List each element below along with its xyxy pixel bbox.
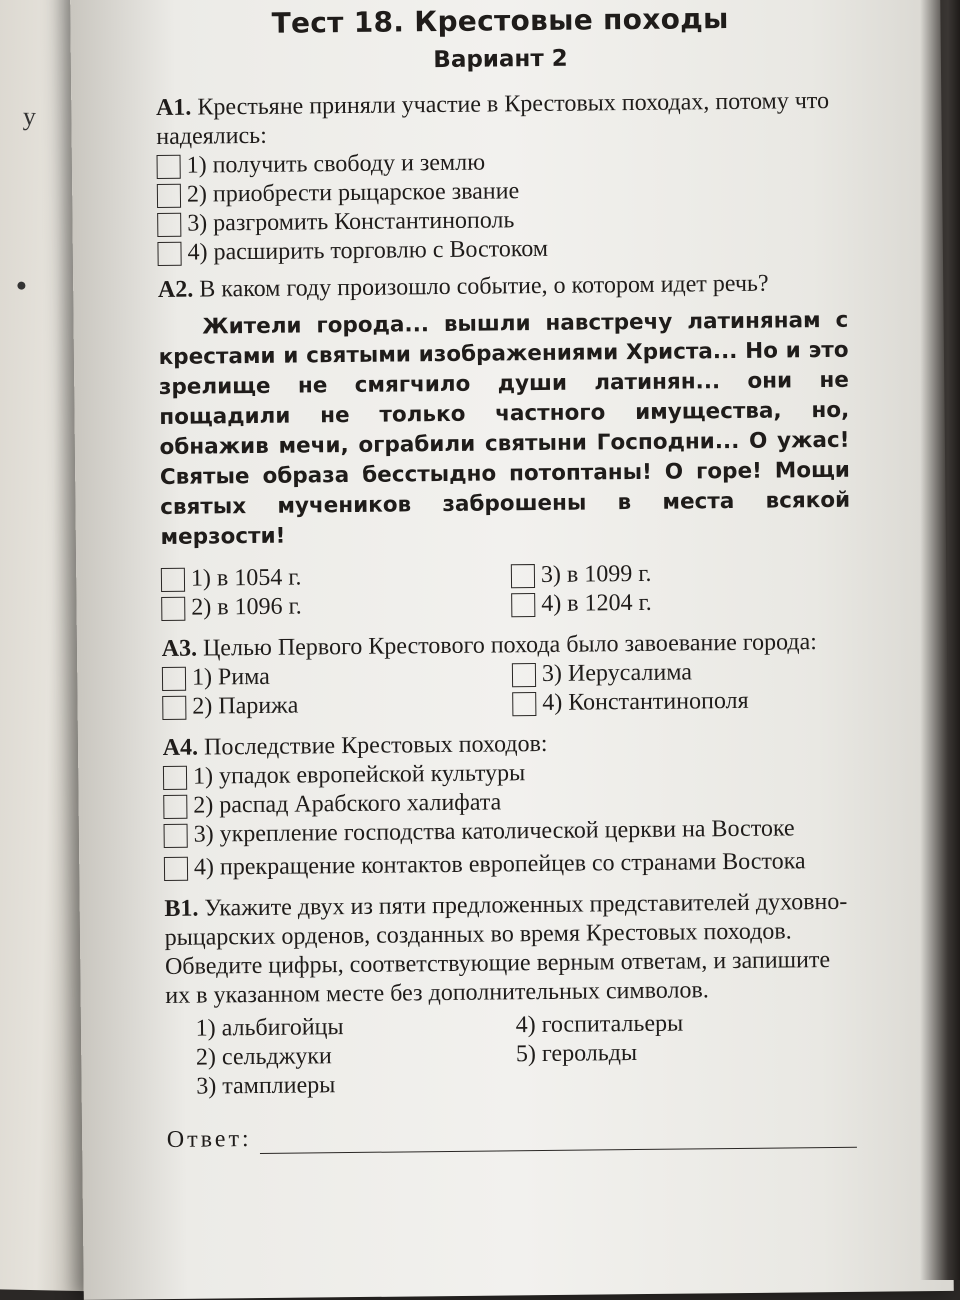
a3-option-2[interactable] xyxy=(162,689,512,722)
b1-option-1[interactable]: 1) альбигойцы xyxy=(195,1014,344,1042)
question-b1-text: Укажите двух из пяти предложенных представителей духовно-рыцарских орденов, созданных во время Крестовых походов. Обведите цифры, соответствующие верным ответам, и запишите их в указанном месте без дополнительных символов. xyxy=(164,888,848,1009)
checkbox[interactable] xyxy=(163,795,187,819)
option-label: 3) в 1099 г. xyxy=(540,560,652,588)
right-shadow xyxy=(920,0,960,1280)
question-a3-label: А3. xyxy=(161,635,198,662)
option-label: 3) укрепление господства католической церкви на Востоке xyxy=(193,815,795,848)
b1-option-5[interactable]: 5) герольды xyxy=(515,1040,638,1068)
left-page-dot xyxy=(17,282,25,290)
left-page-letter: у xyxy=(22,101,37,131)
test-title: Тест 18. Крестовые походы xyxy=(271,1,729,40)
answer-label: Ответ: xyxy=(166,1126,252,1153)
checkbox[interactable] xyxy=(511,564,535,588)
option-label: 2) распад Арабского халифата xyxy=(193,789,502,819)
option-label: 4) Константинополя xyxy=(542,687,749,716)
option-label: 3) Иерусалима xyxy=(541,659,693,687)
question-a3-text: Целью Первого Крестового похода было завоевание города: xyxy=(202,629,818,662)
option-label: 3) разгромить Константинополь xyxy=(187,207,515,237)
variant-title: Вариант 2 xyxy=(433,45,568,74)
question-b1 xyxy=(164,888,855,1011)
question-a4-text: Последствие Крестовых походов: xyxy=(203,730,548,761)
a2-excerpt xyxy=(158,306,850,553)
option-label: 2) приобрести рыцарское звание xyxy=(186,178,520,208)
a2-options xyxy=(161,558,852,623)
a4-option-3[interactable] xyxy=(163,814,853,850)
checkbox[interactable] xyxy=(164,857,188,881)
checkbox[interactable] xyxy=(511,593,535,617)
checkbox[interactable] xyxy=(157,242,181,266)
question-a1-text: Крестьяне приняли участие в Крестовых походах, потому что надеялись: xyxy=(156,87,830,150)
question-a2 xyxy=(158,269,848,305)
question-a2-text: В каком году произошло событие, о котором идет речь? xyxy=(199,270,769,303)
checkbox[interactable] xyxy=(162,667,186,691)
option-label: 1) в 1054 г. xyxy=(190,564,302,592)
a2-option-4[interactable] xyxy=(511,587,841,619)
a2-option-3[interactable] xyxy=(511,558,841,590)
b1-option-2[interactable]: 2) сельджуки xyxy=(195,1043,332,1071)
question-a1 xyxy=(156,87,847,152)
option-label: 2) в 1096 г. xyxy=(191,593,302,621)
checkbox[interactable] xyxy=(161,568,185,592)
question-a4-label: А4. xyxy=(162,734,199,761)
b1-options xyxy=(196,1008,857,1102)
a3-option-3[interactable] xyxy=(512,657,842,689)
checkbox[interactable] xyxy=(157,155,181,179)
checkbox[interactable] xyxy=(512,663,536,687)
a3-options xyxy=(162,657,853,722)
option-label: 2) Парижа xyxy=(192,692,299,720)
option-label: 4) расширить торговлю с Востоком xyxy=(187,235,549,266)
option-label: 1) упадок европейской культуры xyxy=(192,760,526,790)
worksheet-content xyxy=(155,3,857,1155)
option-label: 1) получить свободу и землю xyxy=(186,149,486,179)
a2-option-1[interactable] xyxy=(161,561,511,594)
b1-empty-cell xyxy=(516,1066,816,1098)
option-label: 4) в 1204 г. xyxy=(541,589,652,617)
a1-option-4[interactable] xyxy=(157,232,847,268)
checkbox[interactable] xyxy=(162,696,186,720)
excerpt-text: Жители города... вышли навстречу латинянам с крестами и святыми изображениями Христа... Но и это зрелище не смягчило души латинян... они не пощадили не только частного имущества, но, обнажив мечи, ограбили святыни Господни... О ужас! Святые образа бесстыдно потоптаны! О горе! Мощи святых мучеников заброшены в места всякой мерзости! xyxy=(158,307,851,550)
checkbox[interactable] xyxy=(161,597,185,621)
option-label: 1) Рима xyxy=(191,663,270,691)
option-label: 4) прекращение контактов европейцев со странами Востока xyxy=(193,848,806,881)
question-a2-label: А2. xyxy=(157,276,194,303)
b1-option-4[interactable]: 4) госпитальеры xyxy=(515,1010,684,1039)
question-a1-label: А1. xyxy=(155,94,192,121)
a2-option-2[interactable] xyxy=(161,590,511,623)
checkbox[interactable] xyxy=(512,692,536,716)
checkbox[interactable] xyxy=(157,184,181,208)
a3-option-4[interactable] xyxy=(512,686,842,718)
checkbox[interactable] xyxy=(157,213,181,237)
checkbox[interactable] xyxy=(164,824,188,848)
a3-option-1[interactable] xyxy=(162,660,512,693)
question-b1-label: В1. xyxy=(164,895,199,922)
b1-option-3[interactable]: 3) тамплиеры xyxy=(196,1072,336,1100)
checkbox[interactable] xyxy=(163,766,187,790)
